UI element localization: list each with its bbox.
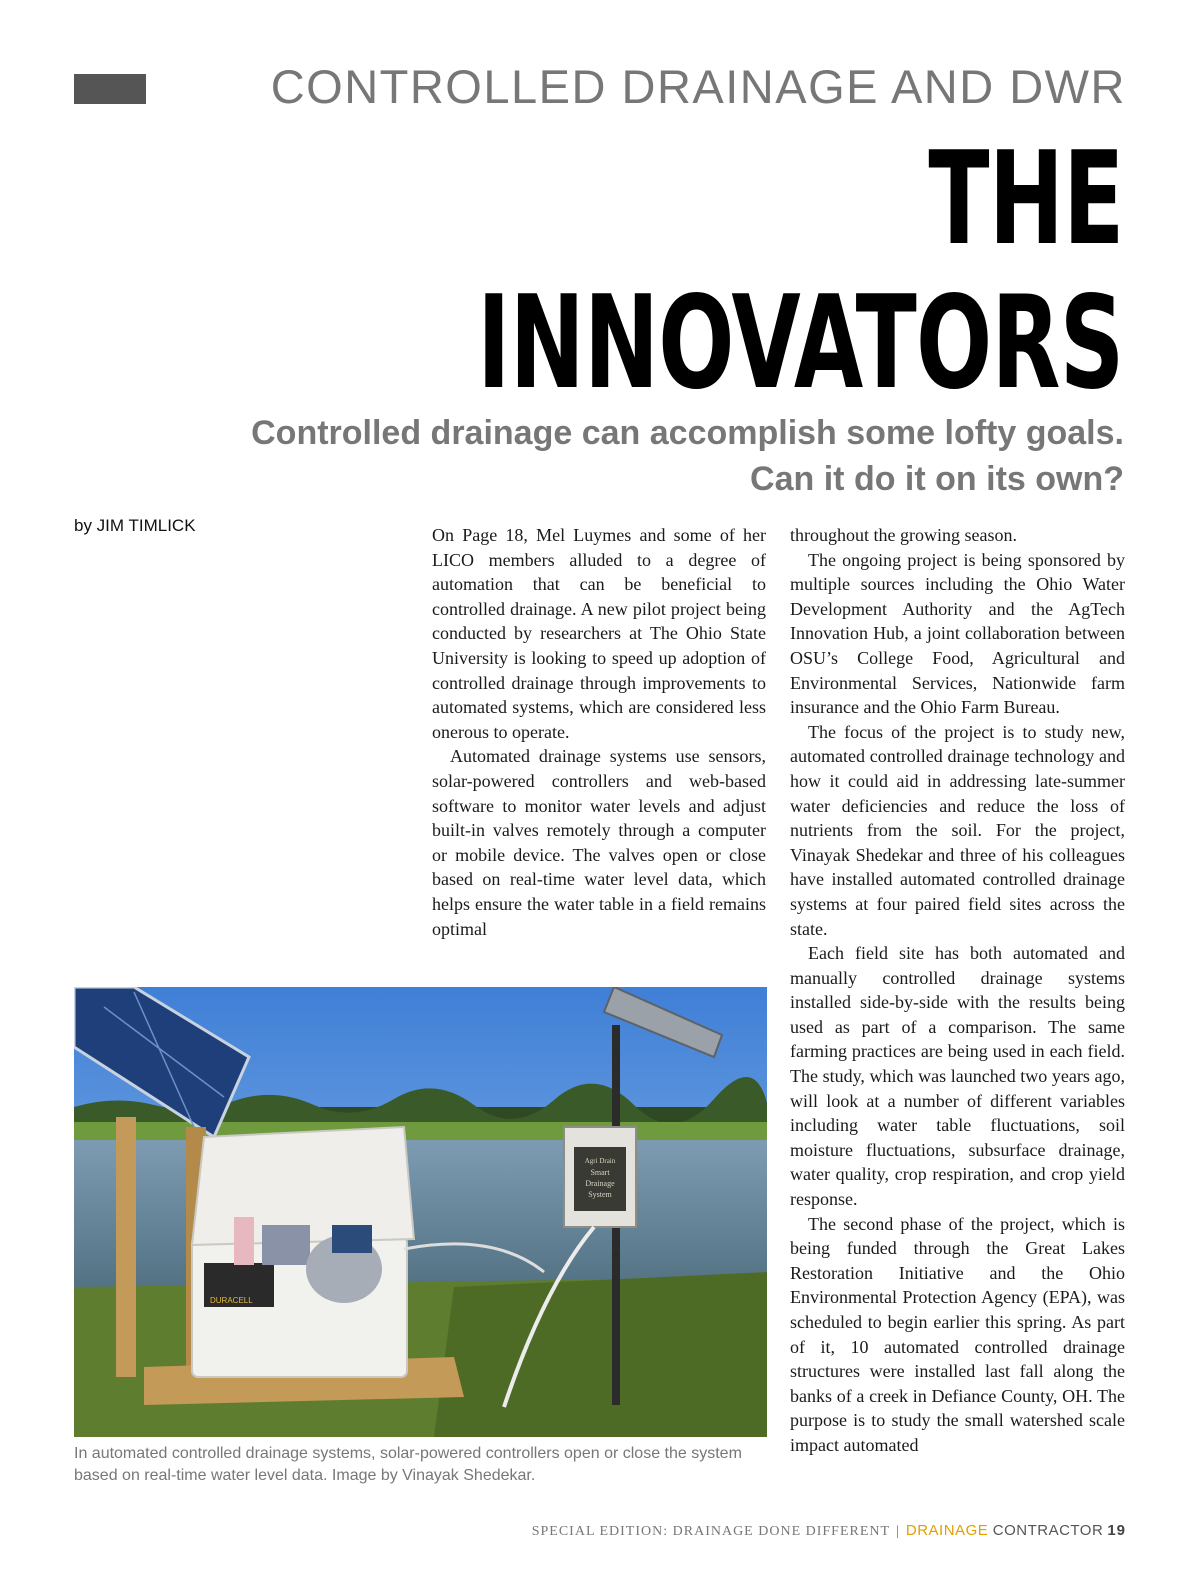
- headline-line-2: INNOVATORS: [477, 269, 1124, 418]
- box-label-1: Agri Drain: [584, 1157, 616, 1165]
- section-title: CONTROLLED DRAINAGE AND DWR: [270, 60, 1126, 113]
- paragraph: The focus of the project is to study new, automated controlled drainage technology and how it could aid in addressing late-summer water deficiencies and reduce the loss of nutrients from the soil. For the project, Vinayak Shedekar and three of his colleagues have installed automated controlled drainage systems at four paired field sites across the state.: [790, 721, 1125, 939]
- deck-line-2: Can it do it on its own?: [750, 460, 1124, 498]
- wood-post-left: [116, 1117, 136, 1377]
- body-column-2: [790, 523, 1125, 1458]
- box-label-2: Smart: [590, 1168, 610, 1177]
- deck-line-1: Controlled drainage can accomplish some lofty goals.: [251, 414, 1124, 452]
- headline-line-1: THE: [928, 125, 1124, 274]
- box-label-4: System: [588, 1190, 612, 1199]
- section-header: [74, 62, 1126, 112]
- paragraph: The ongoing project is being sponsored by multiple sources including the Ohio Water Development Authority and the AgTech Innovation Hub, a joint collaboration between OSU’s College Food, Agricultural and Environmental Services, Nationwide farm insurance and the Ohio Farm Bureau.: [790, 549, 1125, 718]
- box-label-3: Drainage: [585, 1179, 615, 1188]
- footer-brand-contractor: CONTRACTOR: [992, 1522, 1104, 1539]
- far-bank: [74, 1122, 767, 1140]
- pink-bottle: [234, 1217, 254, 1265]
- page-footer: [532, 1522, 1126, 1540]
- byline: by JIM TIMLICK: [74, 516, 196, 535]
- battery-label: DURACELL: [210, 1296, 253, 1305]
- page-number: 19: [1107, 1522, 1126, 1539]
- paragraph: throughout the growing season.: [790, 525, 1017, 545]
- body-column-1: [432, 523, 766, 941]
- paragraph: Automated drainage systems use sensors, solar-powered controllers and web-based software to monitor water levels and adjust built-in valves remotely through a computer or mobile device. The valves open or close based on real-time water level data, which helps ensure the water table in a field remains optimal: [432, 746, 766, 939]
- pond: [74, 1140, 767, 1300]
- footer-brand-drainage: DRAINAGE: [905, 1522, 989, 1539]
- paragraph: On Page 18, Mel Luymes and some of her LICO members alluded to a degree of automation that can be beneficial to controlled drainage. A new pilot project being conducted by researchers at The Ohio State University is looking to speed up adoption of controlled drainage through improvements to automated systems, which are considered less onerous to operate.: [432, 525, 766, 742]
- controller-unit: [262, 1225, 310, 1265]
- article-photo: [74, 987, 767, 1437]
- paragraph: Each field site has both automated and manually controlled drainage systems installed side-by-side with the results being used as part of a comparison. The same farming practices are being used in each field. The study, which was launched two years ago, will look at a number of different variables including water table fluctuations, soil moisture fluctuations, subsurface drainage, water quality, crop respiration, and crop yield response.: [790, 943, 1125, 1210]
- photo-illustration: [74, 987, 767, 1437]
- grass-shade: [434, 1272, 767, 1437]
- section-bar: [74, 74, 146, 104]
- paragraph: The second phase of the project, which is being funded through the Great Lakes Restoration Initiative and the Ohio Environmental Protection Agency (EPA), was scheduled to begin earlier this spring. As part of it, 10 automated controlled drainage structures were installed last fall along the banks of a creek in Defiance County, OH. The purpose is to study the small watershed scale impact automated: [790, 1213, 1125, 1455]
- footer-edition: SPECIAL EDITION: DRAINAGE DONE DIFFERENT: [531, 1524, 891, 1539]
- deck: [124, 410, 1124, 502]
- footer-separator: |: [896, 1524, 900, 1539]
- sampler-cap: [332, 1225, 372, 1253]
- photo-caption: In automated controlled drainage systems, solar-powered controllers open or close the system based on real-time water level data. Image by Vinayak Shedekar.: [74, 1445, 742, 1484]
- headline: [200, 125, 1124, 418]
